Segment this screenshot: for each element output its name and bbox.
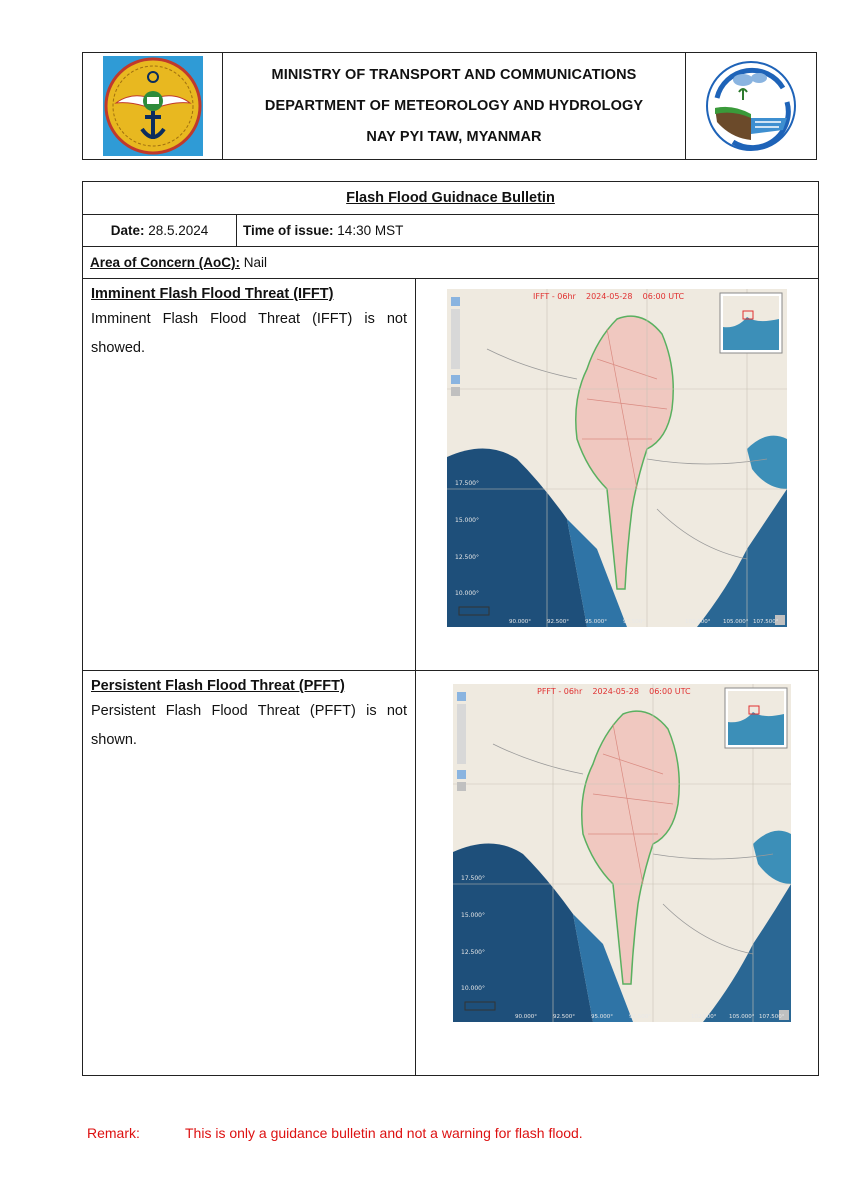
pfft-map-title: PFFT - 06hr 2024-05-28 06:00 UTC (537, 687, 691, 696)
lon-label: 92.500° (547, 619, 569, 625)
ministry-logo-cell (83, 53, 223, 159)
lon-label: 95.000° (591, 1014, 613, 1020)
ifft-map-title: IFFT - 06hr 2024-05-28 06:00 UTC (533, 292, 685, 301)
ifft-map-graphic (447, 289, 787, 627)
pfft-map-graphic (453, 684, 791, 1022)
date-cell (83, 215, 237, 246)
area-of-concern-row (83, 247, 818, 279)
lat-label: 17.500° (461, 875, 485, 882)
ifft-section (83, 279, 818, 671)
ifft-map-cell (416, 279, 818, 670)
lat-label: 15.000° (461, 912, 485, 919)
lon-label: 92.500° (553, 1014, 575, 1020)
lon-label: 95.000° (585, 619, 607, 625)
lat-label: 17.500° (455, 480, 479, 487)
lon-label: 107.500° (753, 619, 779, 625)
lat-label: 12.500° (461, 949, 485, 956)
aoc-label: Area of Concern (AoC): (90, 255, 241, 270)
time-value: 14:30 MST (337, 223, 404, 238)
ifft-map (447, 289, 787, 627)
date-time-row (83, 215, 818, 247)
lon-label: 97.500° (623, 619, 645, 625)
dmh-logo-cell (685, 53, 816, 159)
time-cell (237, 215, 818, 246)
ministry-emblem-icon (102, 55, 204, 157)
ifft-text-cell (83, 279, 416, 670)
remark-label: Remark: (87, 1125, 140, 1141)
pfft-heading: Persistent Flash Flood Threat (PFFT) (91, 678, 345, 694)
lat-label: 10.000° (455, 590, 479, 597)
lon-label: 105.000° (723, 619, 749, 625)
date-label: Date: (110, 223, 145, 238)
bulletin-table (82, 181, 819, 1076)
lon-label: 107.500° (759, 1014, 785, 1020)
pfft-map-cell (416, 671, 818, 1075)
lon-label: 97.500° (629, 1014, 651, 1020)
ifft-description: Imminent Flash Flood Threat (IFFT) is not showed. (91, 311, 407, 356)
lon-label: 102.500° (691, 1014, 717, 1020)
bulletin-title: Flash Flood Guidnace Bulletin (83, 182, 818, 215)
lat-label: 15.000° (455, 517, 479, 524)
time-label: Time of issue: (243, 223, 334, 238)
department-name: DEPARTMENT OF METEOROLOGY AND HYDROLOGY (264, 97, 644, 114)
letterhead (82, 52, 817, 160)
remark (87, 1125, 583, 1141)
lon-label: 90.000° (509, 619, 531, 625)
remark-text: This is only a guidance bulletin and not a warning for flash flood. (185, 1125, 583, 1141)
pfft-description: Persistent Flash Flood Threat (PFFT) is not shown. (91, 703, 407, 748)
lon-label: 105.000° (729, 1014, 755, 1020)
pfft-text-cell (83, 671, 416, 1075)
ifft-heading: Imminent Flash Flood Threat (IFFT) (91, 286, 334, 302)
letterhead-titles (223, 53, 685, 159)
pfft-map (453, 684, 791, 1022)
ministry-name: MINISTRY OF TRANSPORT AND COMMUNICATIONS (271, 66, 637, 83)
lat-label: 10.000° (461, 985, 485, 992)
pfft-section (83, 671, 818, 1075)
lon-label: 90.000° (515, 1014, 537, 1020)
location: NAY PYI TAW, MYANMAR (366, 128, 542, 145)
lon-label: 102.500° (685, 619, 711, 625)
date-value: 28.5.2024 (148, 223, 209, 238)
water-cycle-logo-icon (703, 58, 799, 154)
lat-label: 12.500° (455, 554, 479, 561)
aoc-value: Nail (243, 255, 268, 270)
